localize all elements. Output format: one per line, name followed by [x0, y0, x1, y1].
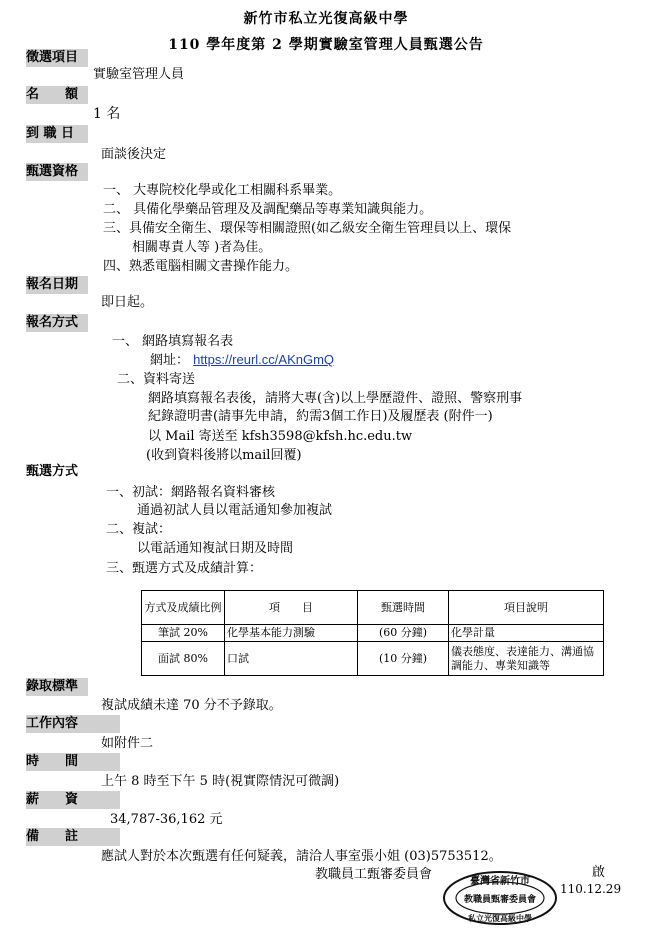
value-quota: 1 名 — [93, 106, 121, 122]
value-admission: 複試成績未達 70 分不予錄取。 — [101, 698, 282, 713]
qualification-item: 相關專責人等 )者為佳。 — [132, 240, 272, 255]
official-seal — [440, 868, 560, 928]
sign-off: 啟 — [592, 865, 606, 880]
seal-text-middle: 教職員甄審委員會 — [463, 895, 537, 905]
selection-line: 二、複試： — [106, 522, 172, 537]
table-cell: 口試 — [225, 642, 358, 676]
label-quota: 名 額 — [26, 86, 88, 104]
label-duties: 工作內容 — [26, 715, 120, 733]
qualification-item: 二、 具備化學藥品管理及及調配藥品等專業知識與能力。 — [103, 202, 433, 217]
label-qualifications: 甄選資格 — [26, 163, 88, 181]
online-apply-title: 一、 網路填寫報名表 — [112, 334, 234, 349]
selection-line: 通過初試人員以電話通知參加複試 — [137, 503, 333, 518]
value-start-date: 面談後決定 — [101, 147, 167, 162]
label-register-date: 報名日期 — [26, 276, 88, 294]
seal-text-top: 臺灣省新竹市 — [470, 876, 530, 887]
value-notes: 應試人對於本次甄選有任何疑義，請洽人事室張小姐 (03)5753512。 — [101, 849, 502, 864]
table-header: 方式及成績比例 — [142, 591, 225, 625]
selection-line: 三、甄選方式及成績計算： — [106, 561, 263, 576]
label-register-method: 報名方式 — [26, 314, 88, 332]
qualification-item: 一、 大專院校化學或化工相關科系畢業。 — [103, 183, 342, 198]
table-cell: 化學計量 — [449, 625, 604, 642]
mail-line: 以 Mail 寄送至 kfsh3598@kfsh.hc.edu.tw — [148, 429, 413, 444]
table-cell: (60 分鐘) — [358, 625, 449, 642]
seal-text-bottom: 私立光復高級中學 — [468, 913, 532, 923]
qualification-item: 三、具備安全衛生、環保等相關證照(如乙級安全衛生管理員以上、環保 — [103, 221, 512, 236]
value-duties: 如附件二 — [101, 736, 154, 751]
table-cell: 儀表態度、表達能力、溝通協調能力、專業知識等 — [449, 642, 604, 676]
school-name: 新竹市私立光復高級中學 — [243, 11, 409, 27]
score-table — [141, 590, 604, 676]
selection-line: 以電話通知複試日期及時間 — [137, 541, 294, 556]
table-header: 項 目 — [225, 591, 358, 625]
value-register-date: 即日起。 — [101, 295, 154, 310]
label-start-date: 到 職 日 — [26, 125, 88, 143]
mail-line: 網路填寫報名表後，請將大專(含)以上學歷證件、證照、警察刑事 — [148, 391, 523, 406]
mail-line: (收到資料後將以mail回覆) — [146, 448, 302, 463]
table-cell: 面試 80% — [142, 642, 225, 676]
mail-title: 二、資料寄送 — [117, 372, 196, 387]
label-position: 徵選項目 — [26, 49, 88, 67]
label-notes: 備 註 — [26, 828, 120, 846]
label-salary: 薪 資 — [26, 791, 120, 809]
value-salary: 34,787-36,162 元 — [110, 812, 223, 827]
label-selection: 甄選方式 — [26, 464, 79, 479]
announce-date: 110.12.29 — [560, 882, 622, 896]
table-cell: 筆試 20% — [142, 625, 225, 642]
table-header: 甄選時間 — [358, 591, 449, 625]
value-position: 實驗室管理人員 — [93, 67, 185, 82]
mail-line: 紀錄證明書(請事先申請，約需3個工作日)及履歷表 (附件一) — [148, 409, 493, 424]
url-label: 網址： — [150, 353, 190, 368]
apply-form-link[interactable]: https://reurl.cc/AKnGmQ — [193, 352, 335, 367]
committee-name: 教職員工甄審委員會 — [315, 867, 433, 882]
page-title: 110 學年度第 2 學期實驗室管理人員甄選公告 — [168, 37, 484, 53]
label-hours: 時 間 — [26, 753, 120, 771]
table-cell: (10 分鐘) — [358, 642, 449, 676]
label-admission: 錄取標準 — [26, 678, 88, 696]
url-row — [150, 351, 334, 370]
table-cell: 化學基本能力測驗 — [225, 625, 358, 642]
table-header: 項目說明 — [449, 591, 604, 625]
qualification-item: 四、熟悉電腦相關文書操作能力。 — [103, 259, 299, 274]
selection-line: 一、初試：網路報名資料審核 — [106, 485, 276, 500]
value-hours: 上午 8 時至下午 5 時(視實際情況可微調) — [101, 774, 340, 789]
